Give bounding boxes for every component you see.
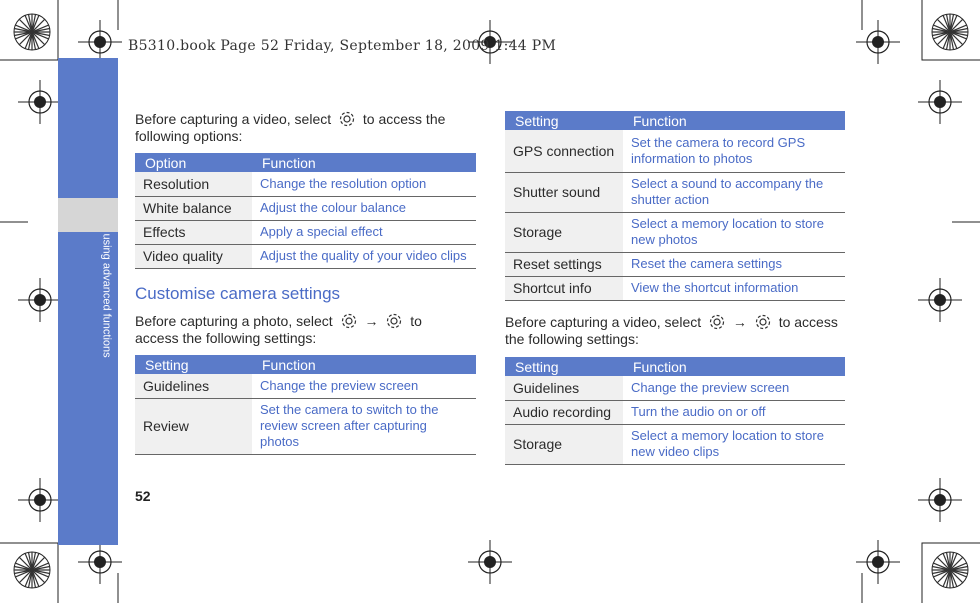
table-row: Audio recording Turn the audio on or off [505,400,845,424]
gear-icon [385,312,403,330]
video-settings-table [505,357,845,465]
camera-settings-table-right [505,111,845,301]
table-header: Function [623,111,845,130]
registration-mark-icon [918,478,962,522]
table-row: Video quality Adjust the quality of your video clips [135,244,476,268]
registration-mark-icon [78,540,122,584]
table-row: White balance Adjust the colour balance [135,196,476,220]
table-row: Guidelines Change the preview screen [505,376,845,400]
page-number: 52 [135,488,151,504]
print-header: B5310.book Page 52 Friday, September 18, 2009 1:44 PM [128,38,557,54]
registration-mark-icon [18,478,62,522]
camera-settings-intro: Before capturing a photo, select → to access the following settings: [135,313,422,346]
table-header: Setting [505,111,623,130]
table-header: Setting [505,357,623,376]
color-wheel-icon [932,552,968,588]
registration-mark-icon [18,80,62,124]
gear-icon [340,312,358,330]
table-header: Function [252,355,476,374]
table-row: GPS connection Set the camera to record GPS information to photos [505,130,845,172]
color-wheel-icon [14,14,50,50]
table-row: Shortcut info View the shortcut information [505,276,845,300]
video-options-intro: Before capturing a video, select to access the following options: [135,111,446,144]
color-wheel-icon [932,14,968,50]
table-row: Resolution Change the resolution option [135,172,476,196]
registration-mark-icon [468,540,512,584]
camera-settings-table-left [135,355,476,455]
gear-icon [338,110,356,128]
table-row: Effects Apply a special effect [135,220,476,244]
table-row: Guidelines Change the preview screen [135,374,476,398]
table-row: Review Set the camera to switch to the review screen after capturing photos [135,398,476,454]
side-tab-marker [58,198,118,232]
table-row: Storage Select a memory location to store new photos [505,212,845,252]
side-tab-label: using advanced functions [100,233,113,358]
registration-mark-icon [18,278,62,322]
color-wheel-icon [14,552,50,588]
registration-mark-icon [918,80,962,124]
video-options-table [135,153,476,269]
table-row: Reset settings Reset the camera settings [505,252,845,276]
table-header: Function [623,357,845,376]
table-row: Shutter sound Select a sound to accompany the shutter action [505,172,845,212]
registration-mark-icon [918,278,962,322]
table-row: Storage Select a memory location to store new video clips [505,424,845,464]
table-header: Option [135,153,252,172]
video-settings-intro: Before capturing a video, select → to access the following settings: [505,314,838,347]
table-header: Setting [135,355,252,374]
gear-icon [754,313,772,331]
table-header: Function [252,153,476,172]
gear-icon [708,313,726,331]
section-title: Customise camera settings [135,284,341,303]
registration-mark-icon [856,20,900,64]
registration-mark-icon [856,540,900,584]
